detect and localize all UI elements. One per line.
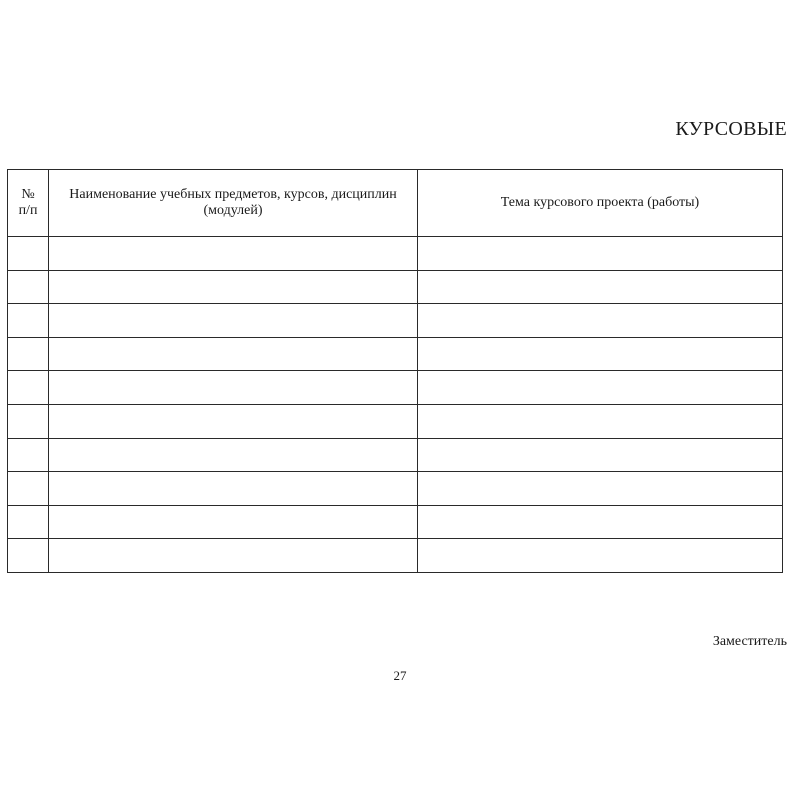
- cell-project-topic[interactable]: [418, 404, 783, 438]
- coursework-table: [7, 169, 783, 573]
- cell-subject-name[interactable]: [49, 438, 418, 472]
- table-row: [8, 539, 783, 573]
- cell-project-topic[interactable]: [418, 237, 783, 271]
- cell-number[interactable]: [8, 371, 49, 405]
- table-row: [8, 304, 783, 338]
- header-number: [8, 170, 49, 237]
- cell-subject-name[interactable]: [49, 237, 418, 271]
- footer-role-label: Заместитель: [712, 634, 787, 649]
- cell-subject-name[interactable]: [49, 371, 418, 405]
- cell-number[interactable]: [8, 438, 49, 472]
- cell-number[interactable]: [8, 270, 49, 304]
- header-number-label: № п/п: [18, 187, 38, 218]
- cell-project-topic[interactable]: [418, 371, 783, 405]
- cell-number[interactable]: [8, 304, 49, 338]
- table-header-row: [8, 170, 783, 237]
- page-number: 27: [393, 668, 407, 683]
- table-row: [8, 337, 783, 371]
- cell-number[interactable]: [8, 337, 49, 371]
- cell-subject-name[interactable]: [49, 404, 418, 438]
- cell-number[interactable]: [8, 237, 49, 271]
- table-row: [8, 438, 783, 472]
- cell-project-topic[interactable]: [418, 270, 783, 304]
- cell-subject-name[interactable]: [49, 337, 418, 371]
- cell-subject-name[interactable]: [49, 539, 418, 573]
- table-row: [8, 472, 783, 506]
- cell-number[interactable]: [8, 505, 49, 539]
- cell-number[interactable]: [8, 539, 49, 573]
- header-project-topic: [418, 170, 783, 237]
- section-heading: КУРСОВЫЕ: [675, 118, 787, 140]
- table-row: [8, 371, 783, 405]
- cell-project-topic[interactable]: [418, 438, 783, 472]
- header-subject-name: [49, 170, 418, 237]
- cell-subject-name[interactable]: [49, 505, 418, 539]
- cell-subject-name[interactable]: [49, 472, 418, 506]
- header-project-topic-label: Тема курсового проекта (работы): [500, 195, 700, 210]
- cell-project-topic[interactable]: [418, 505, 783, 539]
- cell-number[interactable]: [8, 472, 49, 506]
- table-row: [8, 505, 783, 539]
- table-row: [8, 237, 783, 271]
- header-subject-name-label: Наименование учебных предметов, курсов, дисциплин (модулей): [69, 187, 397, 218]
- cell-number[interactable]: [8, 404, 49, 438]
- cell-project-topic[interactable]: [418, 539, 783, 573]
- table-row: [8, 404, 783, 438]
- table-row: [8, 270, 783, 304]
- cell-subject-name[interactable]: [49, 304, 418, 338]
- cell-project-topic[interactable]: [418, 472, 783, 506]
- cell-project-topic[interactable]: [418, 304, 783, 338]
- cell-project-topic[interactable]: [418, 337, 783, 371]
- cell-subject-name[interactable]: [49, 270, 418, 304]
